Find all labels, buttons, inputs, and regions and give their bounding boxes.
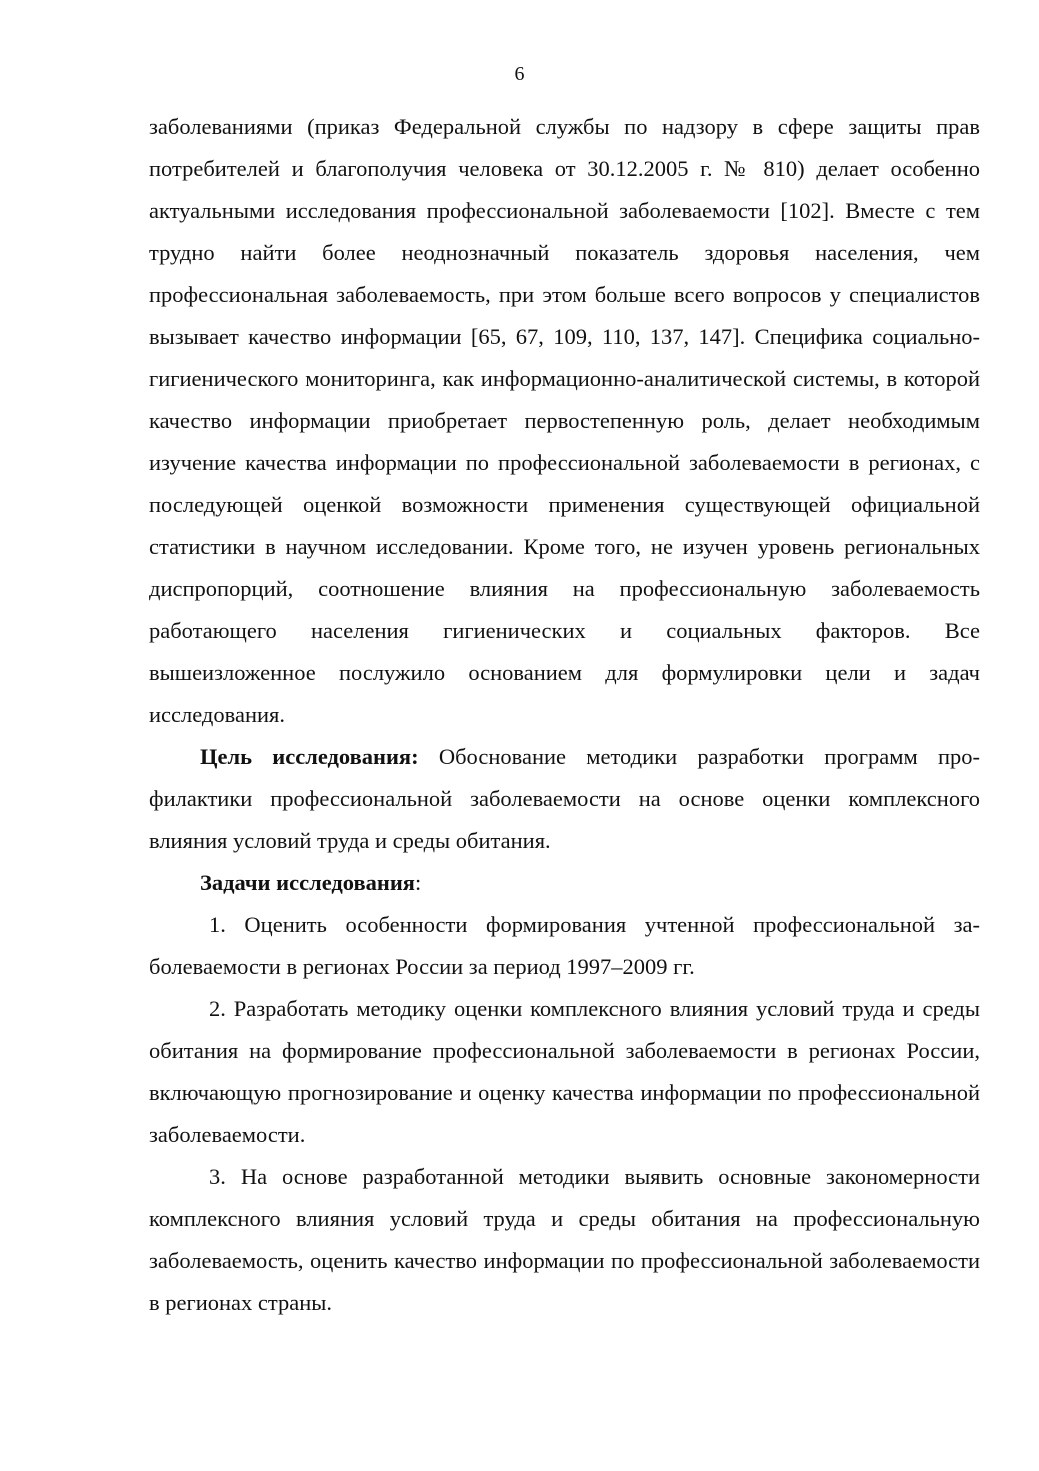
page-number: 6 [514,63,525,85]
task-item-2: 2. Разработать методику оценки комплексного влияния условий труда и среды обитания на формирование профессиональной заболеваемости в регионах России, включающую прогнозирование и оценку качества информации по профессиональной заболеваемости. [149,996,980,1147]
tasks-heading [149,862,980,904]
intro-paragraph: заболеваниями (приказ Федеральной службы по надзору в сфере защиты прав потребителей и благополучия человека от 30.12.2005 г. № 810) делает особенно актуальными исследования профессиональной заболеваемости [102]. Вместе с тем трудно найти более неоднозначный показатель здоровья населения, чем профессиональная заболеваемость, при этом больше всего вопросов у специалистов вызывает качество информации [65, 67, 109, 110, 137, 147]. Специфика социально-гигиенического мониторинга, как информационно-аналитической системы, в которой качество информации приобретает первостепенную роль, делает необходимым изучение качества информации по профессиональной заболеваемости в регионах, с последующей оценкой возможности применения существующей официальной статистики в научном исследовании. Кроме того, не изучен уровень региональных диспропорций, соотношение влияния на профессиональную заболеваемость работающего населения гигиенических и социальных факторов. Все вышеизложенное послужило основанием для формулировки цели и задач исследования. [149,114,980,727]
document-body [149,106,980,1324]
task-item-3: 3. На основе разработанной методики выявить основные закономерности комплексного влияния условий труда и среды обитания на профессиональную заболеваемость, оценить качество информации по профессиональной заболеваемости в регионах страны. [149,1164,980,1315]
goal-label: Цель исследования: [200,744,419,769]
tasks-colon: : [414,870,422,895]
goal-paragraph [149,736,980,862]
task-item-1: 1. Оценить особенности формирования учтенной профессиональной заболеваемости в регионах России за период 1997–2009 гг. [149,912,980,979]
tasks-label: Задачи исследования [200,870,415,895]
goal-text: Обоснование методики разработки программ профилактики профессиональной заболеваемости на основе оценки комплексного влияния условий труда и среды обитания. [149,744,980,853]
